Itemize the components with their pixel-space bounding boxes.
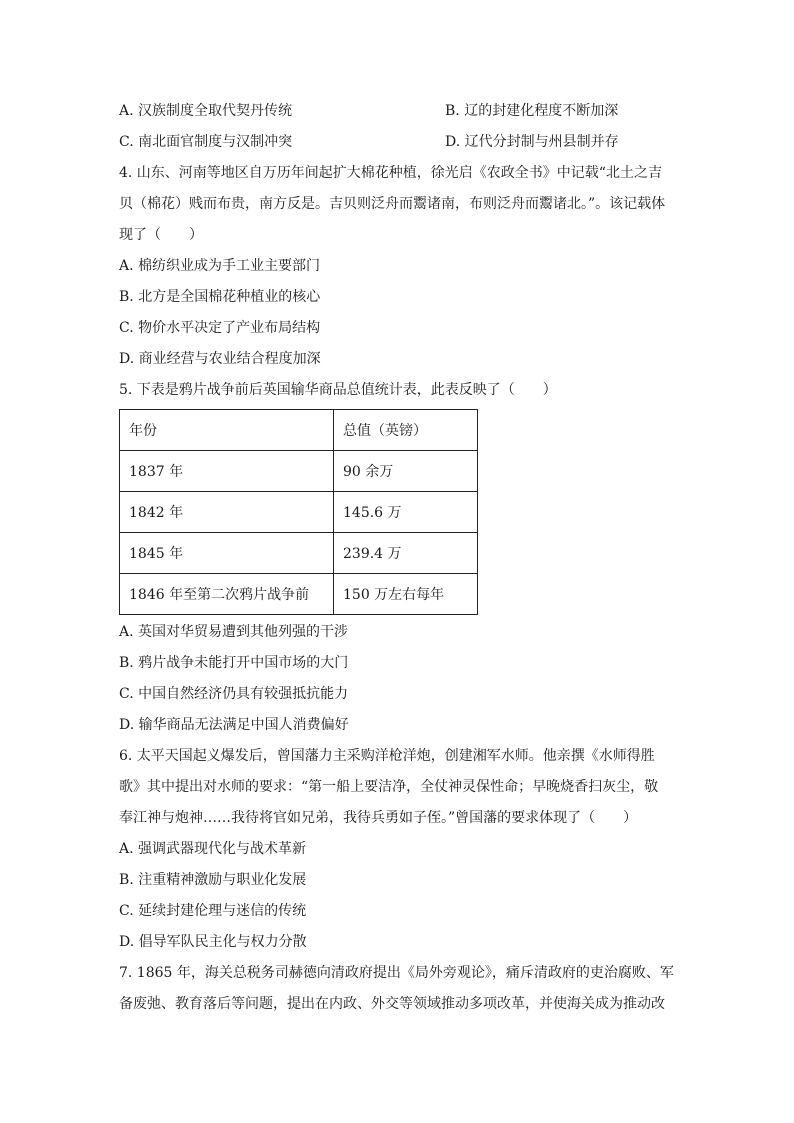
q5-option-c: C. 中国自然经济仍具有较强抵抗能力 bbox=[119, 686, 349, 702]
q5-data-table bbox=[119, 409, 478, 615]
table-row bbox=[120, 451, 478, 492]
table-cell-year: 1837 年 bbox=[120, 451, 334, 492]
q4-option-c: C. 物价水平决定了产业布局结构 bbox=[119, 320, 321, 336]
question-7 bbox=[119, 958, 679, 1020]
q5-stem: 5. 下表是鸦片战争前后英国输华商品总值统计表，此表反映了（ ） bbox=[119, 382, 557, 398]
table-row bbox=[120, 492, 478, 533]
question-6 bbox=[119, 741, 679, 958]
q7-stem-line: 备废弛、教育落后等问题，提出在内政、外交等领域推动多项改革，并使海关成为推动改 bbox=[119, 996, 665, 1012]
q4-option-d: D. 商业经营与农业结合程度加深 bbox=[119, 351, 321, 367]
q4-option-a: A. 棉纺织业成为手工业主要部门 bbox=[119, 258, 321, 274]
table-header-value: 总值（英镑） bbox=[334, 410, 478, 451]
q6-option-a: A. 强调武器现代化与战术革新 bbox=[119, 841, 307, 857]
q6-stem-line: 6. 太平天国起义爆发后，曾国藩力主采购洋枪洋炮，创建湘军水师。他亲撰《水师得胜 bbox=[119, 748, 655, 764]
table-cell-year: 1842 年 bbox=[120, 492, 334, 533]
table-cell-value: 145.6 万 bbox=[334, 492, 478, 533]
q5-option-a: A. 英国对华贸易遭到其他列强的干涉 bbox=[119, 624, 349, 640]
table-row bbox=[120, 574, 478, 615]
q4-stem-line: 4. 山东、河南等地区自万历年间起扩大棉花种植，徐光启《农政全书》中记载“北土之吉 bbox=[119, 165, 662, 181]
q3-options-row-2 bbox=[119, 127, 679, 158]
table-header-row bbox=[120, 410, 478, 451]
q6-option-c: C. 延续封建伦理与迷信的传统 bbox=[119, 903, 307, 919]
q3-option-c: C. 南北面官制度与汉制冲突 bbox=[119, 134, 293, 150]
q4-stem-line: 贝（棉花）贱而布贵，南方反是。吉贝则泛舟而鬻诸南，布则泛舟而鬻诸北。”。该记载体 bbox=[119, 196, 666, 212]
table-header-year: 年份 bbox=[120, 410, 334, 451]
q6-stem-line: 歌》其中提出对水师的要求：“第一船上要洁净，全仗神灵保性命；早晚烧香扫灰尘，敬 bbox=[119, 779, 659, 795]
question-5 bbox=[119, 375, 679, 741]
table-cell-value: 239.4 万 bbox=[334, 533, 478, 574]
q6-stem-line: 奉江神与炮神……我待将官如兄弟，我待兵勇如子侄。”曾国藩的要求体现了（ ） bbox=[119, 810, 638, 826]
q5-option-d: D. 输华商品无法满足中国人消费偏好 bbox=[119, 717, 349, 733]
q6-option-b: B. 注重精神激励与职业化发展 bbox=[119, 872, 307, 888]
table-cell-year: 1846 年至第二次鸦片战争前 bbox=[120, 574, 334, 615]
q3-option-a: A. 汉族制度全取代契丹传统 bbox=[119, 103, 293, 119]
q4-option-b: B. 北方是全国棉花种植业的核心 bbox=[119, 289, 321, 305]
table-cell-value: 150 万左右每年 bbox=[334, 574, 478, 615]
q3-options-row-1 bbox=[119, 96, 679, 127]
q7-stem-line: 7. 1865 年，海关总税务司赫德向清政府提出《局外旁观论》，痛斥清政府的吏治腐败、军 bbox=[119, 965, 674, 981]
q6-option-d: D. 倡导军队民主化与权力分散 bbox=[119, 934, 307, 950]
exam-page bbox=[119, 96, 679, 1020]
table-cell-value: 90 余万 bbox=[334, 451, 478, 492]
table-row bbox=[120, 533, 478, 574]
q5-option-b: B. 鸦片战争未能打开中国市场的大门 bbox=[119, 655, 349, 671]
q3-option-b: B. 辽的封建化程度不断加深 bbox=[445, 103, 619, 119]
q3-option-d: D. 辽代分封制与州县制并存 bbox=[445, 134, 619, 150]
question-4 bbox=[119, 158, 679, 375]
q4-stem-line: 现了（ ） bbox=[119, 227, 203, 243]
table-cell-year: 1845 年 bbox=[120, 533, 334, 574]
